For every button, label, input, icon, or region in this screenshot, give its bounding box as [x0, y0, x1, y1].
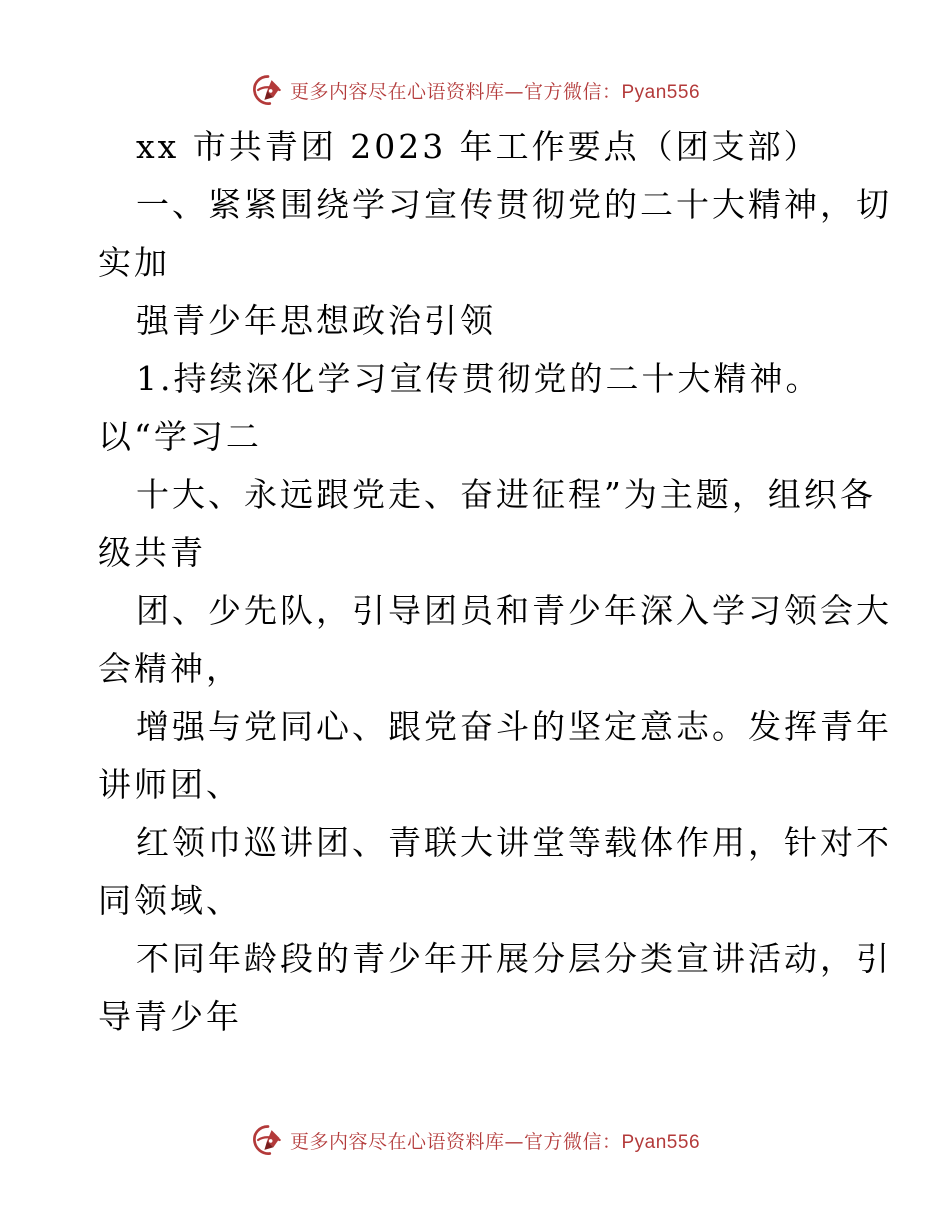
watermark-text: [290, 77, 700, 104]
text-line: 十大、永远跟党走、奋进征程”为主题，组织各: [136, 475, 876, 514]
footer-watermark: [0, 1120, 950, 1160]
pen-swoosh-icon: [250, 1122, 286, 1158]
watermark-id: Pyan556: [621, 81, 701, 103]
text-line: 实加: [98, 243, 170, 282]
document-title: xx 市共青团 2023 年工作要点（团支部）: [136, 127, 820, 166]
text-line: 强青少年思想政治引领: [136, 301, 496, 340]
text-line: 导青少年: [98, 997, 242, 1036]
pen-swoosh-icon: [250, 72, 286, 108]
text-line: 会精神，: [98, 649, 242, 688]
text-line: 同领域、: [98, 881, 242, 920]
text-line: 一、紧紧围绕学习宣传贯彻党的二十大精神，切: [136, 185, 892, 224]
watermark-text: [290, 1127, 700, 1154]
document-body: [98, 118, 892, 1046]
text-line: 讲师团、: [98, 765, 242, 804]
text-line: 不同年龄段的青少年开展分层分类宣讲活动，引: [136, 939, 892, 978]
watermark-id: Pyan556: [621, 1131, 701, 1153]
text-line: 增强与党同心、跟党奋斗的坚定意志。发挥青年: [136, 707, 892, 746]
text-line: 团、少先队，引导团员和青少年深入学习领会大: [136, 591, 892, 630]
watermark-prefix: 更多内容尽在心语资料库—官方微信：: [289, 1130, 622, 1153]
text-line: 级共青: [98, 533, 206, 572]
text-line: 红领巾巡讲团、青联大讲堂等载体作用，针对不: [136, 823, 892, 862]
text-line: 1.持续深化学习宣传贯彻党的二十大精神。: [136, 359, 822, 398]
header-watermark: [0, 70, 950, 110]
watermark-prefix: 更多内容尽在心语资料库—官方微信：: [289, 80, 622, 103]
text-line: 以“学习二: [98, 417, 262, 456]
